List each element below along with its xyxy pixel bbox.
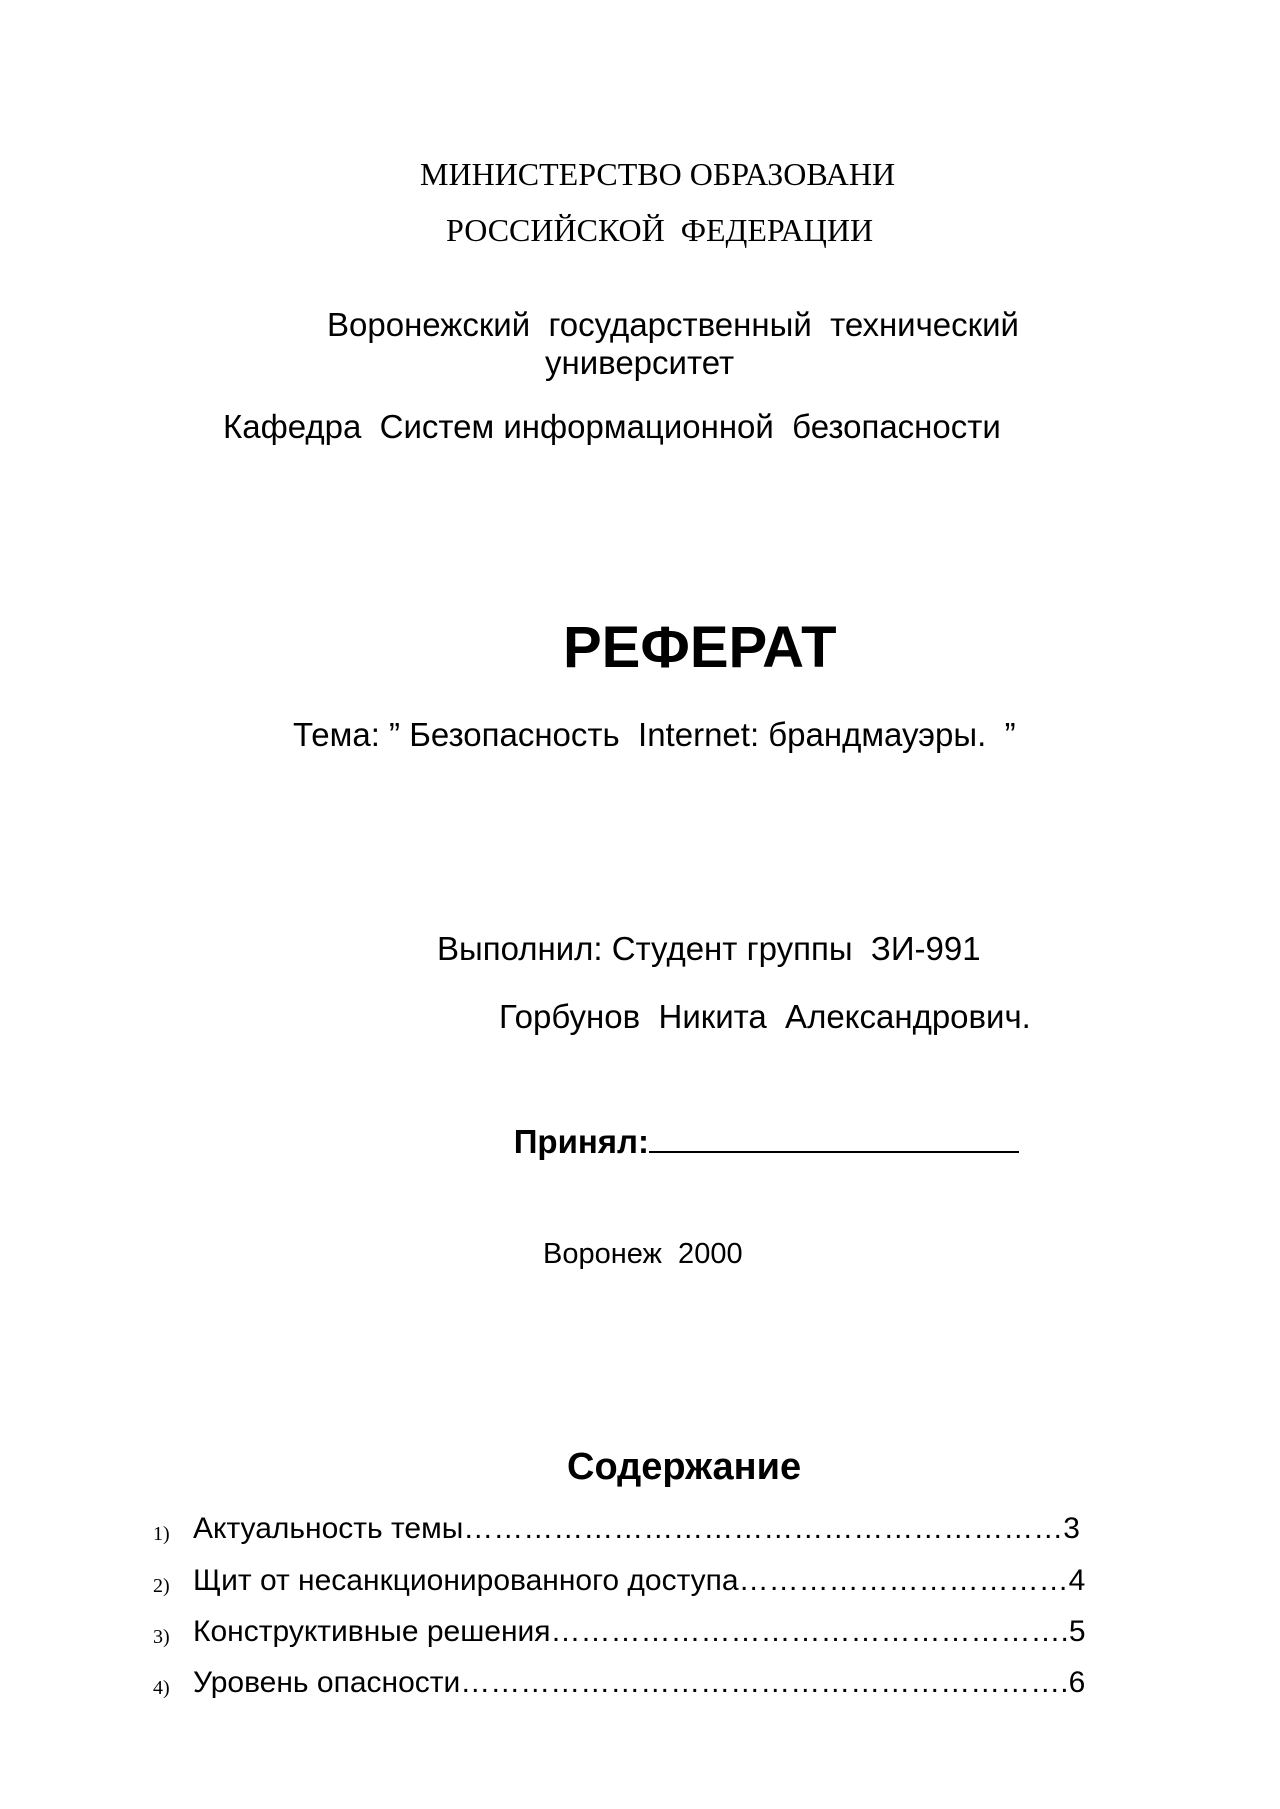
contents-item-text: Щит от несанкционированного доступа……………………………4 bbox=[193, 1564, 1086, 1597]
contents-item-text: Конструктивные решения…………………………………………….5 bbox=[193, 1615, 1086, 1648]
university-name-line-1: Воронежский государственный технический bbox=[327, 306, 1019, 343]
university-name-line-2: университет bbox=[545, 344, 735, 381]
document-topic: Тема: ” Безопасность Internet: брандмауэры. ” bbox=[293, 716, 1016, 753]
city-year: Воронеж 2000 bbox=[543, 1238, 743, 1270]
contents-item-number: 3) bbox=[153, 1626, 170, 1648]
accepted-by bbox=[477, 1092, 1019, 1191]
contents-item-text: Актуальность темы……………………………………………………3 bbox=[193, 1512, 1080, 1545]
ministry-line-2: РОССИЙСКОЙ ФЕДЕРАЦИИ bbox=[446, 212, 874, 248]
contents-item bbox=[0, 1514, 1280, 1554]
author-line-1: Выполнил: Студент группы ЗИ-991 bbox=[437, 930, 981, 967]
contents-item-text: Уровень опасности…………………………………………………….6 bbox=[193, 1666, 1086, 1699]
signature-line bbox=[649, 1125, 1019, 1153]
document-title: РЕФЕРАТ bbox=[563, 615, 837, 680]
contents-item-number: 4) bbox=[153, 1677, 170, 1699]
contents-item bbox=[0, 1566, 1280, 1606]
author-line-2: Горбунов Никита Александрович. bbox=[499, 998, 1031, 1035]
contents-item bbox=[0, 1668, 1280, 1708]
contents-item bbox=[0, 1617, 1280, 1657]
contents-heading: Содержание bbox=[567, 1446, 802, 1488]
contents-item-number: 1) bbox=[153, 1523, 170, 1545]
contents-item-number: 2) bbox=[153, 1575, 170, 1597]
ministry-line-1: МИНИСТЕРСТВО ОБРАЗОВАНИ bbox=[420, 156, 896, 192]
accepted-label: Принял: bbox=[513, 1123, 649, 1160]
department-name: Кафедра Систем информационной безопасности bbox=[223, 408, 1001, 445]
